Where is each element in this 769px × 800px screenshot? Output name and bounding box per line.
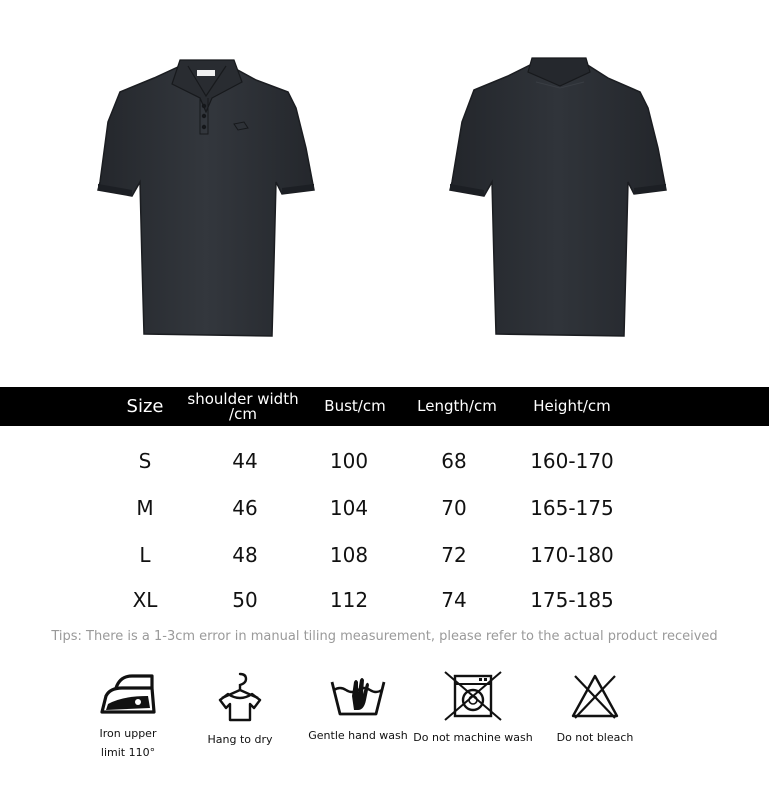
cell-shoulder: 48 xyxy=(232,543,258,567)
cell-length: 72 xyxy=(441,543,467,567)
cell-height: 165-175 xyxy=(530,496,614,520)
product-photos xyxy=(0,0,769,380)
cell-size: XL xyxy=(132,588,158,612)
cell-shoulder: 44 xyxy=(232,449,258,473)
cell-length: 70 xyxy=(441,496,467,520)
iron-icon xyxy=(98,670,158,718)
header-shoulder-width: shoulder width /cm xyxy=(187,389,299,423)
cell-length: 74 xyxy=(441,588,467,612)
care-no-machine-wash xyxy=(413,670,533,747)
header-length: Length/cm xyxy=(417,397,497,415)
cell-shoulder: 50 xyxy=(232,588,258,612)
table-row xyxy=(0,585,769,615)
cell-bust: 100 xyxy=(329,449,369,473)
cell-bust: 104 xyxy=(329,496,369,520)
header-size: Size xyxy=(126,396,164,417)
care-hand-wash xyxy=(298,670,418,745)
cell-height: 160-170 xyxy=(530,449,614,473)
care-iron xyxy=(68,670,188,762)
care-label-no-bleach: Do not bleach xyxy=(556,731,634,744)
care-no-bleach xyxy=(535,670,655,747)
size-table-header xyxy=(0,387,769,426)
table-row xyxy=(0,540,769,570)
care-label-hang: Hang to dry xyxy=(207,733,273,746)
cell-bust: 112 xyxy=(329,588,369,612)
no-bleach-icon xyxy=(567,670,623,722)
header-height: Height/cm xyxy=(533,397,611,415)
cell-length: 68 xyxy=(441,449,467,473)
measurement-tips: Tips: There is a 1-3cm error in manual tiling measurement, please refer to the actual product received xyxy=(51,629,718,644)
care-label-hand: Gentle hand wash xyxy=(308,729,408,742)
hand-wash-icon xyxy=(328,670,388,720)
no-machine-wash-icon xyxy=(441,670,505,722)
polo-back-image xyxy=(444,52,674,344)
care-hang-dry xyxy=(180,670,300,749)
header-bust: Bust/cm xyxy=(324,397,386,415)
care-label-iron: Iron upper limit 110° xyxy=(99,727,157,759)
cell-size: L xyxy=(139,543,151,567)
cell-bust: 108 xyxy=(329,543,369,567)
hanger-icon xyxy=(216,670,264,724)
cell-size: M xyxy=(136,496,154,520)
cell-height: 175-185 xyxy=(530,588,614,612)
cell-shoulder: 46 xyxy=(232,496,258,520)
cell-size: S xyxy=(138,449,152,473)
table-row xyxy=(0,446,769,476)
polo-front-image xyxy=(92,52,322,344)
table-row xyxy=(0,493,769,523)
care-label-no-machine: Do not machine wash xyxy=(413,731,533,744)
cell-height: 170-180 xyxy=(530,543,614,567)
